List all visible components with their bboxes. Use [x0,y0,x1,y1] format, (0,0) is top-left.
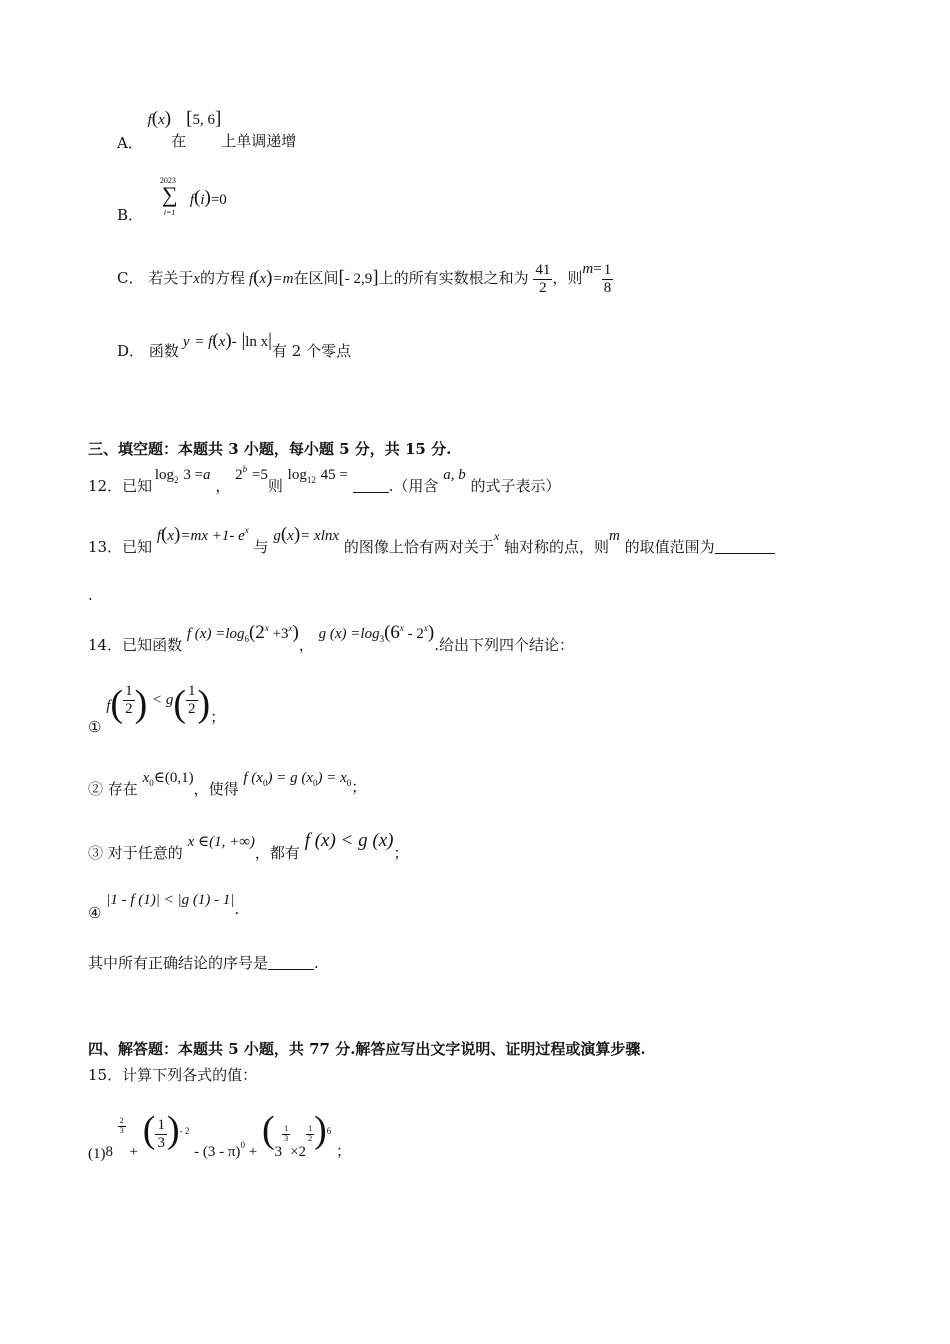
conclusion-2: ② 存在 $x_0\in(0,1)$，使得 f $(x_0) = g$ $(x_0) = x_0$； [88,770,367,798]
option-b: B． 2023 ∑ i=1 f(i)=0 [117,176,227,224]
q14: 14．已知函数 f $(x) =\log_6(2^x +3^x)$， g $(x) =\log_3(6^x - 2^x)$.给出下列四个结论： [88,622,575,654]
option-a-f: f [147,112,152,128]
option-a: A． f(x)在[5, 6]上单调递增 [117,108,297,152]
conclusion-4: ④ |1 - f (1)| < |g (1) - 1|. [88,892,240,922]
frac-41-2: $\frac{41}{2}$ [535,262,551,296]
section3-heading: 三、填空题：本题共 3 小题，每小题 5 分，共 15 分. [88,440,452,458]
sum-bottom: i=1 [163,208,176,217]
q13: 13．已知 f(x)=mx +1- $e^x$ 与 g(x)= xlnx 的图像上恰有两对关于x 轴对称的点，则m 的取值范围为 [88,524,775,547]
answer-blank-13[interactable] [715,541,775,554]
q13-continuation: . [88,586,93,604]
option-a-x: x [158,112,165,128]
q15-part1: (1)8 $\frac{2}{3}$ + ( $\frac{1}{3}$ )- $2 - (3 - \pi)_0 + (3$ $\frac{1}{3}$ ×2 $\frac{1}{2}$ )6 ； [88,1109,352,1162]
q14-question: 其中所有正确结论的序号是 . [88,954,319,972]
section4-heading: 四、解答题：本题共 5 小题，共 77 分.解答应写出文字说明、证明过程或演算步骤. [88,1040,646,1058]
option-b-label: B． [117,206,144,224]
option-a-zai: 在 [171,132,187,150]
option-d-label: D． [117,342,145,360]
sigma: ∑ [161,182,178,207]
option-c-label: C． [117,269,144,287]
conclusion-3: ③ 对于任意的 x ∈(1, +∞)，都有 f (x) < g (x)； [88,830,409,862]
q15-title: 15．计算下列各式的值： [88,1066,258,1084]
answer-blank-14[interactable] [268,957,314,970]
frac-1-8: $\frac{1}{8}$ [603,262,612,296]
sum-symbol [159,176,184,220]
q12: 12．已知 $\log_2 3 =a$ ， 2$^b$ =5则 $\log_{12} 45$ = .（用含 a, b 的式子表示） [88,464,561,495]
option-d: D． 函数 y = f(x)- |ln x|有 2 个零点 [117,330,352,360]
option-a-interval: 5, 6 [192,112,215,128]
conclusion-1: ① f( $\frac{1}{2}$ ) < g( $\frac{1}{2}$ )； [88,683,226,736]
sum-top: 2023 [159,176,176,185]
option-a-label: A． [117,134,143,152]
option-c: C． 若关于x的方程 f(x)=m在区间[- 2,9]上的所有实数根之和为 $\frac{41}{2}$ ，则m= $\frac{1}{8}$ [117,261,612,296]
answer-blank-12[interactable] [353,480,389,493]
option-a-text: 上单调递增 [221,132,297,150]
